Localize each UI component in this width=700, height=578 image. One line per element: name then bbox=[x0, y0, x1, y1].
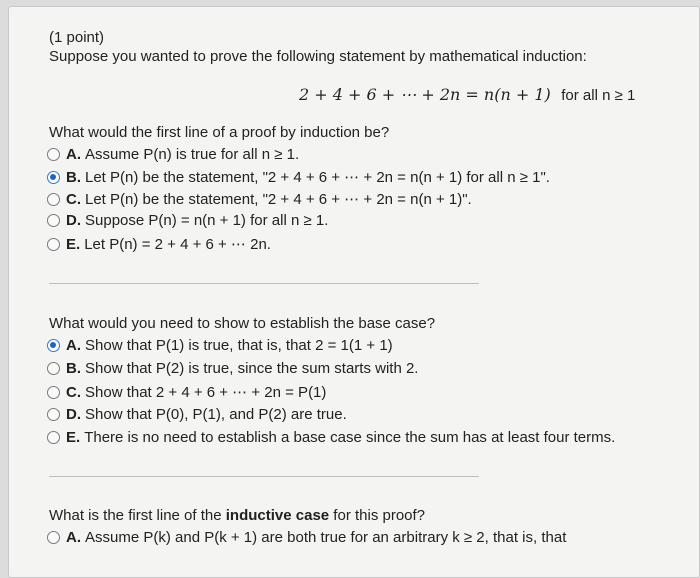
q1-option-d[interactable] bbox=[47, 212, 328, 229]
radio-selected-icon[interactable] bbox=[47, 339, 60, 352]
q1-option-c[interactable] bbox=[47, 190, 472, 208]
statement-suffix: for all n ≥ 1 bbox=[561, 87, 636, 104]
radio-icon[interactable] bbox=[47, 362, 60, 375]
radio-icon[interactable] bbox=[47, 531, 60, 544]
option-text: Show that P(1) is true, that is, that 2 = 1(1 + 1) bbox=[85, 337, 393, 354]
option-text: Suppose P(n) = n(n + 1) for all n ≥ 1. bbox=[85, 212, 329, 229]
points-label: (1 point) bbox=[49, 29, 105, 46]
question-1: What would the first line of a proof by induction be? bbox=[49, 124, 390, 141]
radio-icon[interactable] bbox=[47, 148, 60, 161]
q2-option-b[interactable] bbox=[47, 360, 418, 377]
radio-selected-icon[interactable] bbox=[47, 171, 60, 184]
statement-math: 2 + 4 + 6 + ⋯ + 2n = n(n + 1) bbox=[299, 85, 551, 104]
q1-option-b[interactable] bbox=[47, 168, 550, 186]
divider bbox=[49, 283, 479, 284]
question-3-post: for this proof? bbox=[329, 507, 426, 524]
radio-icon[interactable] bbox=[47, 238, 60, 251]
option-text: Let P(n) = 2 + 4 + 6 + ⋯ 2n. bbox=[84, 236, 271, 253]
q1-option-e[interactable] bbox=[47, 235, 271, 253]
question-2: What would you need to show to establish the base case? bbox=[49, 315, 436, 332]
option-text: Show that P(2) is true, since the sum starts with 2. bbox=[85, 360, 419, 377]
option-letter: A. bbox=[66, 146, 81, 163]
option-letter: C. bbox=[66, 383, 81, 401]
option-letter: C. bbox=[66, 190, 81, 208]
q1-option-a[interactable] bbox=[47, 146, 299, 163]
problem-card bbox=[8, 6, 700, 578]
q2-option-a[interactable] bbox=[47, 337, 393, 354]
option-text: Let P(n) be the statement, "2 + 4 + 6 + ⋯ + 2n = n(n + 1)". bbox=[85, 191, 472, 208]
q2-option-c[interactable] bbox=[47, 383, 326, 401]
radio-icon[interactable] bbox=[47, 193, 60, 206]
q3-option-a[interactable] bbox=[47, 529, 566, 546]
radio-icon[interactable] bbox=[47, 431, 60, 444]
q2-option-d[interactable] bbox=[47, 406, 347, 423]
question-3-pre: What is the first line of the bbox=[49, 507, 226, 524]
option-letter: B. bbox=[66, 360, 81, 377]
q2-option-e[interactable] bbox=[47, 429, 615, 446]
option-letter: D. bbox=[66, 406, 81, 423]
option-letter: E. bbox=[66, 429, 81, 446]
option-letter: B. bbox=[66, 168, 81, 186]
radio-icon[interactable] bbox=[47, 386, 60, 399]
radio-icon[interactable] bbox=[47, 214, 60, 227]
option-text: Show that 2 + 4 + 6 + ⋯ + 2n = P(1) bbox=[85, 384, 327, 401]
option-letter: A. bbox=[66, 529, 81, 546]
question-3 bbox=[49, 507, 425, 524]
radio-icon[interactable] bbox=[47, 408, 60, 421]
option-letter: E. bbox=[66, 235, 81, 253]
option-letter: A. bbox=[66, 337, 81, 354]
option-text: Let P(n) be the statement, "2 + 4 + 6 + ⋯ + 2n = n(n + 1) for all n ≥ 1". bbox=[85, 169, 550, 186]
question-3-bold: inductive case bbox=[225, 507, 330, 524]
option-text: Assume P(k) and P(k + 1) are both true for an arbitrary k ≥ 2, that is, that bbox=[85, 529, 567, 546]
option-letter: D. bbox=[66, 212, 81, 229]
intro-text: Suppose you wanted to prove the following statement by mathematical induction: bbox=[49, 48, 587, 65]
option-text: Show that P(0), P(1), and P(2) are true. bbox=[85, 406, 347, 423]
option-text: There is no need to establish a base case since the sum has at least four terms. bbox=[84, 429, 616, 446]
option-text: Assume P(n) is true for all n ≥ 1. bbox=[85, 146, 300, 163]
divider bbox=[49, 476, 479, 477]
induction-statement bbox=[299, 85, 635, 105]
